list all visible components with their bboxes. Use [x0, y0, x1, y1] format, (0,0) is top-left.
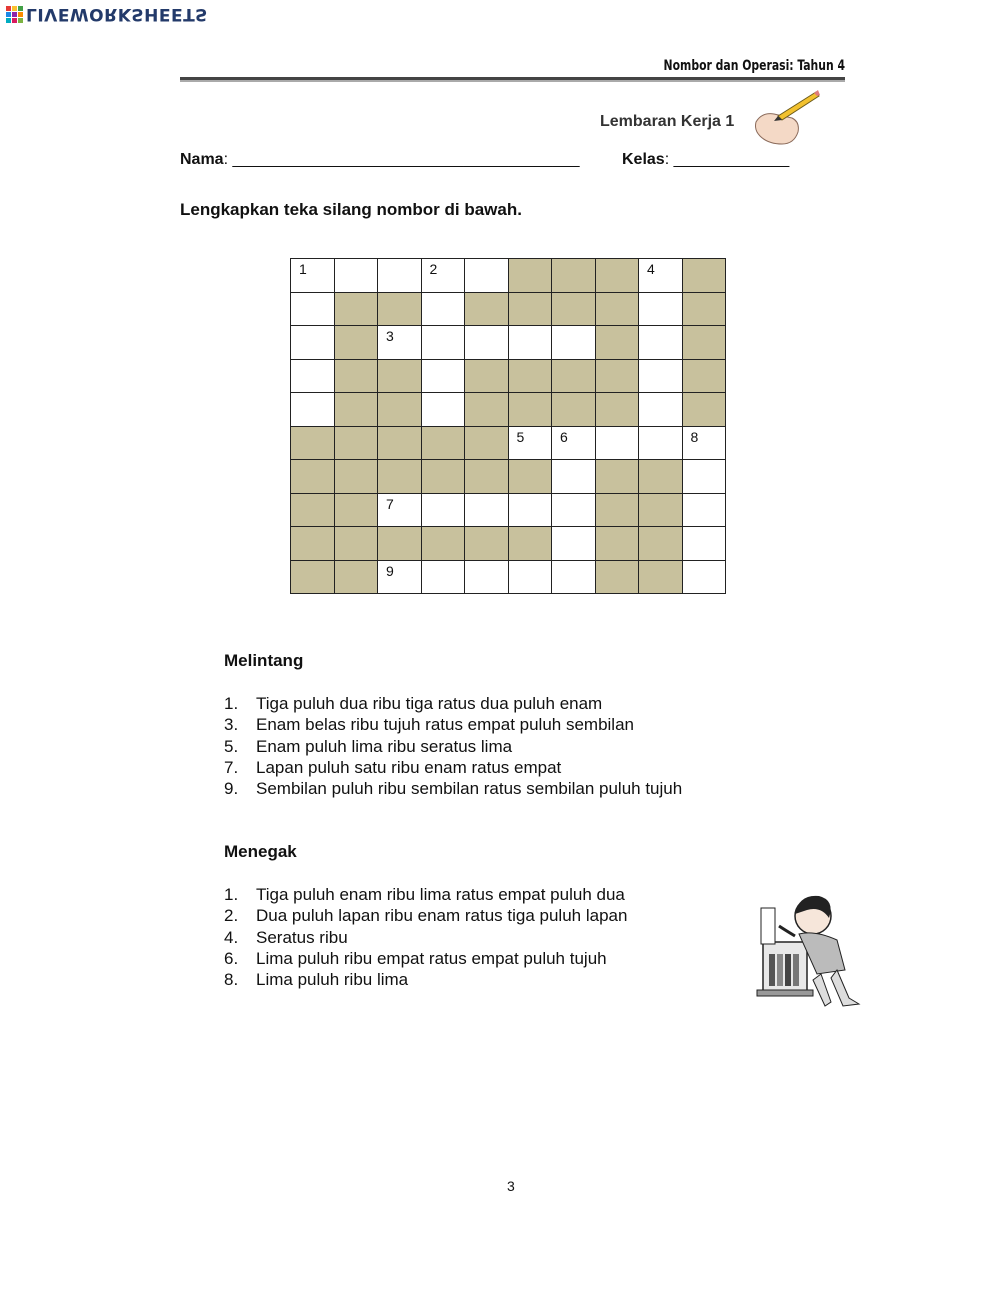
blocked-cell [465, 527, 509, 561]
answer-cell[interactable] [421, 292, 465, 326]
logo-dot [18, 12, 23, 17]
blocked-cell [552, 259, 596, 293]
clue-number: 8 [690, 428, 699, 445]
grid-row [291, 393, 726, 427]
clue-item [224, 948, 627, 969]
clue-item-number: 5. [224, 736, 239, 756]
clue-item-number: 7. [224, 757, 239, 777]
name-field[interactable] [180, 151, 580, 169]
blocked-cell [639, 527, 683, 561]
logo-dot [12, 6, 17, 11]
clue-item [224, 927, 627, 948]
blocked-cell [595, 527, 639, 561]
across-title: Melintang [224, 651, 304, 670]
answer-cell[interactable] [552, 493, 596, 527]
answer-cell[interactable] [552, 560, 596, 594]
blocked-cell [595, 560, 639, 594]
answer-cell[interactable] [508, 560, 552, 594]
blocked-cell [465, 460, 509, 494]
clue-item [224, 736, 682, 757]
clue-item [224, 884, 627, 905]
blocked-cell [334, 527, 378, 561]
grid-row [291, 527, 726, 561]
logo-dot [6, 18, 11, 23]
clue-item-number: 8. [224, 970, 239, 990]
answer-cell[interactable] [682, 426, 726, 460]
blocked-cell [508, 393, 552, 427]
down-title: Menegak [224, 842, 297, 861]
clue-item-number: 4. [224, 927, 239, 947]
blocked-cell [421, 460, 465, 494]
blocked-cell [378, 393, 422, 427]
answer-cell[interactable] [465, 493, 509, 527]
answer-cell[interactable] [378, 560, 422, 594]
clue-item-number: 1. [224, 694, 239, 713]
blocked-cell [291, 460, 335, 494]
page-number: 3 [507, 1178, 515, 1194]
logo-dot [12, 18, 17, 23]
answer-cell[interactable] [465, 560, 509, 594]
blocked-cell [508, 292, 552, 326]
logo-dot [18, 18, 23, 23]
logo-dots-icon [6, 6, 23, 23]
blocked-cell [334, 560, 378, 594]
clue-number: 4 [647, 261, 655, 277]
grid-row [291, 359, 726, 393]
blocked-cell [508, 359, 552, 393]
grid-row [291, 460, 726, 494]
answer-cell[interactable] [291, 393, 335, 427]
answer-cell[interactable] [291, 359, 335, 393]
answer-cell[interactable] [595, 426, 639, 460]
answer-cell[interactable] [334, 259, 378, 293]
class-label: Kelas [622, 151, 665, 168]
blocked-cell [552, 292, 596, 326]
blocked-cell [291, 527, 335, 561]
blocked-cell [639, 460, 683, 494]
name-label: Nama [180, 151, 224, 168]
blocked-cell [465, 393, 509, 427]
class-field[interactable] [622, 151, 789, 169]
logo-dot [6, 6, 11, 11]
pencil-hand-icon [748, 88, 820, 148]
clue-number: 5 [516, 428, 525, 445]
answer-cell[interactable] [552, 527, 596, 561]
logo-dot [12, 12, 17, 17]
grid-row [291, 326, 726, 360]
grid-row [291, 292, 726, 326]
clue-item-text: Dua puluh lapan ribu enam ratus tiga puluh lapan [256, 906, 628, 926]
clue-number: 3 [386, 328, 394, 344]
answer-cell[interactable] [639, 326, 683, 360]
clue-item-text: Tiga puluh enam ribu lima ratus empat puluh dua [256, 885, 625, 904]
blocked-cell [465, 426, 509, 460]
blocked-cell [334, 493, 378, 527]
answer-cell[interactable] [508, 326, 552, 360]
name-blank[interactable]: : _______________________________________ [223, 151, 580, 168]
blocked-cell [508, 259, 552, 293]
clue-item-number: 1. [224, 885, 239, 904]
blocked-cell [595, 460, 639, 494]
answer-cell[interactable] [291, 292, 335, 326]
answer-cell[interactable] [552, 460, 596, 494]
answer-cell[interactable] [639, 359, 683, 393]
blocked-cell [508, 527, 552, 561]
blocked-cell [291, 493, 335, 527]
clue-number: 2 [429, 261, 438, 277]
answer-cell[interactable] [465, 326, 509, 360]
answer-cell[interactable] [639, 426, 683, 460]
blocked-cell [595, 292, 639, 326]
liveworksheets-logo[interactable] [6, 4, 208, 24]
blocked-cell [552, 393, 596, 427]
clue-item-number: 6. [224, 948, 239, 968]
grid-row [291, 426, 726, 460]
clue-item [224, 714, 682, 735]
blocked-cell [334, 393, 378, 427]
clue-item-text: Lima puluh ribu empat ratus empat puluh tujuh [256, 948, 607, 968]
blocked-cell [421, 426, 465, 460]
clue-item-text: Enam puluh lima ribu seratus lima [256, 736, 513, 756]
blocked-cell [291, 560, 335, 594]
crossword-grid [290, 258, 726, 594]
clue-item-number: 2. [224, 906, 239, 926]
answer-cell[interactable] [421, 259, 465, 293]
clue-item [224, 693, 682, 714]
logo-dot [18, 6, 23, 11]
answer-cell[interactable] [421, 326, 465, 360]
blocked-cell [291, 426, 335, 460]
blocked-cell [682, 292, 726, 326]
answer-cell[interactable] [639, 292, 683, 326]
blocked-cell [682, 259, 726, 293]
blocked-cell [595, 393, 639, 427]
answer-cell[interactable] [378, 493, 422, 527]
worksheet-title: Lembaran Kerja 1 [600, 113, 735, 130]
blocked-cell [378, 292, 422, 326]
answer-cell[interactable] [421, 560, 465, 594]
grid-row [291, 560, 726, 594]
answer-cell[interactable] [639, 393, 683, 427]
grid-row [291, 493, 726, 527]
blocked-cell [378, 426, 422, 460]
answer-cell[interactable] [639, 259, 683, 293]
blocked-cell [682, 359, 726, 393]
blocked-cell [595, 326, 639, 360]
clue-item [224, 757, 682, 778]
answer-cell[interactable] [421, 393, 465, 427]
clue-item [224, 905, 627, 926]
blocked-cell [334, 326, 378, 360]
clue-number: 9 [386, 562, 394, 579]
blocked-cell [595, 493, 639, 527]
answer-cell[interactable] [378, 326, 422, 360]
clue-number: 1 [299, 261, 307, 277]
clue-item-text: Tiga puluh dua ribu tiga ratus dua puluh enam [256, 694, 603, 713]
clue-item-text: Seratus ribu [256, 927, 348, 947]
blocked-cell [334, 292, 378, 326]
answer-cell[interactable] [465, 259, 509, 293]
clue-item-number: 3. [224, 715, 239, 735]
logo-text: LIVEWORKSHEETS [26, 4, 208, 24]
clue-item [224, 969, 627, 990]
answer-cell[interactable] [508, 493, 552, 527]
clue-item-text: Sembilan puluh ribu sembilan ratus sembilan puluh tujuh [256, 779, 683, 799]
subject-header: Nombor dan Operasi: Tahun 4 [663, 58, 845, 74]
blocked-cell [639, 560, 683, 594]
blocked-cell [552, 359, 596, 393]
blocked-cell [465, 359, 509, 393]
blocked-cell [378, 359, 422, 393]
clue-item [224, 778, 682, 799]
clue-item-text: Lima puluh ribu lima [256, 970, 409, 990]
clue-item-text: Enam belas ribu tujuh ratus empat puluh sembilan [256, 715, 634, 735]
answer-cell[interactable] [378, 259, 422, 293]
blocked-cell [378, 460, 422, 494]
blocked-cell [334, 359, 378, 393]
blocked-cell [639, 493, 683, 527]
blocked-cell [334, 426, 378, 460]
blocked-cell [682, 393, 726, 427]
answer-cell[interactable] [421, 359, 465, 393]
blocked-cell [378, 527, 422, 561]
answer-cell[interactable] [682, 560, 726, 594]
blocked-cell [508, 460, 552, 494]
clue-number: 7 [386, 495, 394, 512]
blocked-cell [334, 460, 378, 494]
grid-row [291, 259, 726, 293]
down-clue-list [224, 884, 627, 990]
blocked-cell [682, 326, 726, 360]
answer-cell[interactable] [682, 493, 726, 527]
logo-dot [6, 12, 11, 17]
blocked-cell [421, 527, 465, 561]
answer-cell[interactable] [682, 527, 726, 561]
child-reading-illustration [755, 890, 865, 1012]
blocked-cell [595, 359, 639, 393]
blocked-cell [595, 259, 639, 293]
clue-item-text: Lapan puluh satu ribu enam ratus empat [256, 757, 562, 777]
answer-cell[interactable] [508, 426, 552, 460]
answer-cell[interactable] [552, 426, 596, 460]
answer-cell[interactable] [291, 326, 335, 360]
blocked-cell [465, 292, 509, 326]
header-rule [180, 77, 845, 80]
clue-number: 6 [560, 428, 568, 445]
answer-cell[interactable] [552, 326, 596, 360]
answer-cell[interactable] [421, 493, 465, 527]
class-blank[interactable]: : _____________ [664, 151, 790, 168]
clue-item-number: 9. [224, 779, 239, 799]
answer-cell[interactable] [291, 259, 335, 293]
across-clue-list [224, 693, 682, 799]
answer-cell[interactable] [682, 460, 726, 494]
instruction: Lengkapkan teka silang nombor di bawah. [180, 200, 522, 219]
